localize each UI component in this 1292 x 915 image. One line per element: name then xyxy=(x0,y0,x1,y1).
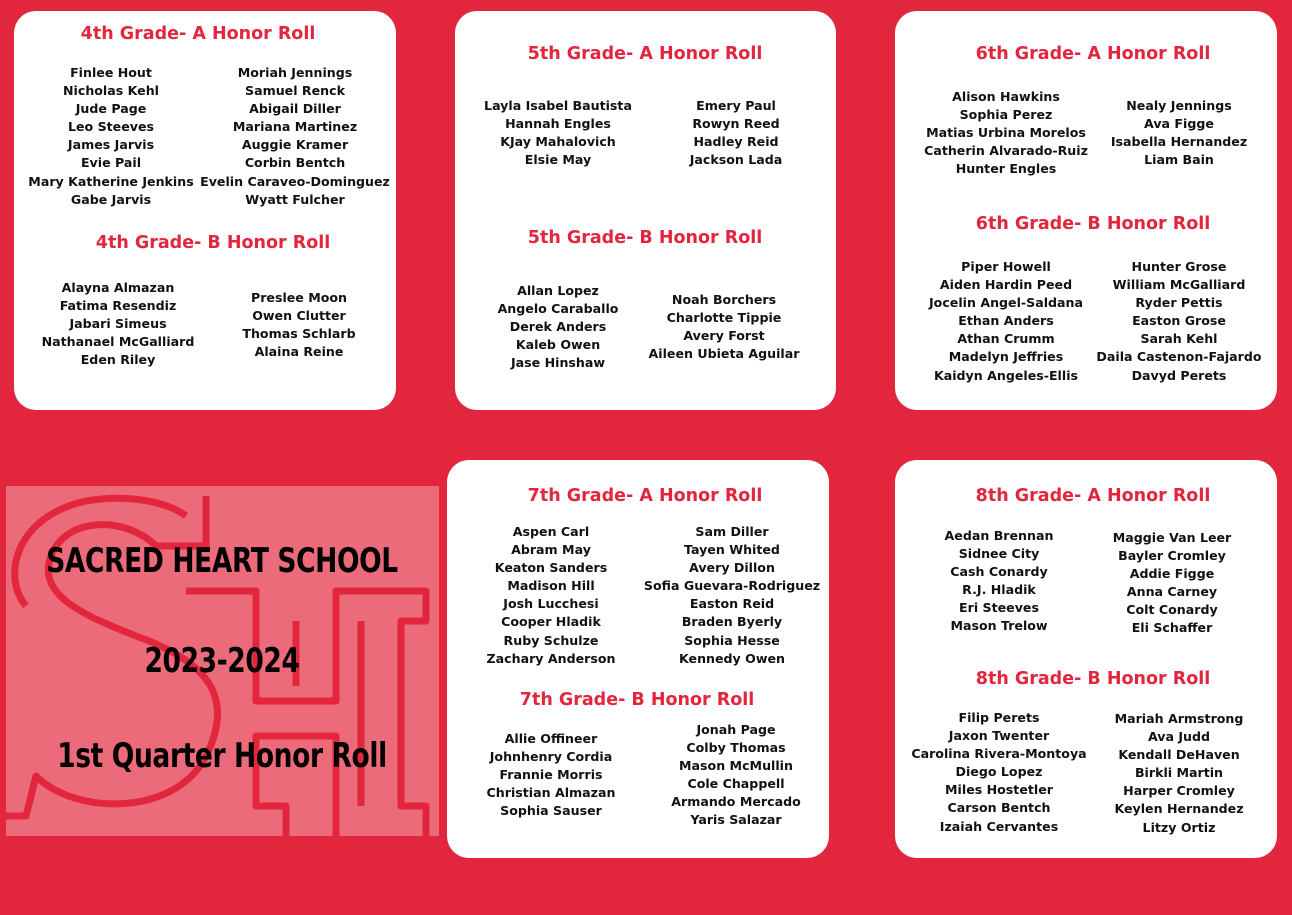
student-name: Hunter Engles xyxy=(955,161,1057,177)
student-name: Isabella Hernandez xyxy=(1110,134,1248,150)
grade6-b-right-list xyxy=(1096,258,1261,385)
student-name: Sophia Sauser xyxy=(500,803,602,819)
student-name: Carson Bentch xyxy=(947,800,1051,816)
grade5-b-left-list xyxy=(498,282,619,372)
student-name: Alison Hawkins xyxy=(952,89,1060,104)
student-name: Corbin Bentch xyxy=(244,155,346,171)
student-name: Armando Mercado xyxy=(671,794,801,810)
student-name: Evelin Caraveo-Dominguez xyxy=(200,173,390,189)
grade7-card xyxy=(447,460,829,858)
grade8-b-left-list xyxy=(911,709,1086,836)
student-name: Carolina Rivera-Montoya xyxy=(911,746,1087,762)
student-name: Eri Steeves xyxy=(959,600,1039,616)
student-name: Jocelin Angel-Saldana xyxy=(928,295,1084,311)
student-name: Matias Urbina Morelos xyxy=(926,125,1086,141)
grade5-b-right-list xyxy=(649,291,800,363)
student-name: Maggie Van Leer xyxy=(1112,530,1232,545)
student-name: Hadley Reid xyxy=(693,134,779,150)
student-name: KJay Mahalovich xyxy=(500,134,616,150)
grade8-b-right-list xyxy=(1114,710,1243,837)
student-name: Keylen Hernandez xyxy=(1114,801,1244,817)
student-name: Ruby Schulze xyxy=(503,632,599,648)
grade5-a-right-list xyxy=(690,97,783,169)
student-name: Nicholas Kehl xyxy=(62,83,159,99)
student-name: Thomas Schlarb xyxy=(242,326,356,342)
grade5-a-heading: 5th Grade- A Honor Roll xyxy=(527,44,763,64)
student-name: Mason Trelow xyxy=(950,618,1048,634)
student-name: Ryder Pettis xyxy=(1135,295,1223,311)
student-name: Evie Pail xyxy=(80,155,142,171)
grade4-card xyxy=(14,11,396,410)
student-name: Anna Carney xyxy=(1126,584,1218,600)
student-name: Abigail Diller xyxy=(249,101,341,117)
student-name: Cooper Hladik xyxy=(501,614,601,630)
student-name: Moriah Jennings xyxy=(237,65,353,80)
student-name: Sophia Perez xyxy=(959,107,1053,123)
student-name: Kaleb Owen xyxy=(515,337,601,353)
student-name: Angelo Caraballo xyxy=(497,301,619,317)
grade6-a-heading: 6th Grade- A Honor Roll xyxy=(975,44,1211,64)
student-name: Mariana Martinez xyxy=(232,119,358,135)
student-name: Layla Isabel Bautista xyxy=(484,98,632,113)
student-name: Filip Perets xyxy=(958,710,1040,725)
student-name: Leo Steeves xyxy=(67,119,155,135)
grade7-b-heading: 7th Grade- B Honor Roll xyxy=(519,690,755,710)
student-name: Bayler Cromley xyxy=(1118,548,1226,564)
grade7-b-left-list xyxy=(487,730,616,820)
student-name: Jaxon Twenter xyxy=(948,728,1050,744)
student-name: Derek Anders xyxy=(509,319,607,335)
student-name: Ava Judd xyxy=(1147,729,1211,745)
student-name: Litzy Ortiz xyxy=(1142,819,1216,835)
student-name: Emery Paul xyxy=(696,98,776,113)
student-name: Tayen Whited xyxy=(684,542,780,558)
grade6-card xyxy=(895,11,1277,410)
student-name: Samuel Renck xyxy=(245,83,345,99)
grade4-a-left-list xyxy=(28,64,193,209)
student-name: Mason McMullin xyxy=(679,758,793,774)
student-name: Braden Byerly xyxy=(681,614,783,630)
h-letter-outline xyxy=(186,591,426,836)
student-name: Aspen Carl xyxy=(512,524,590,539)
student-name: Zachary Anderson xyxy=(486,650,616,666)
student-name: Birkli Martin xyxy=(1134,765,1224,781)
grade8-a-heading: 8th Grade- A Honor Roll xyxy=(975,486,1211,506)
student-name: Finlee Hout xyxy=(70,65,152,80)
student-name: Catherin Alvarado-Ruiz xyxy=(924,143,1088,159)
student-name: Abram May xyxy=(511,542,591,558)
student-name: Mariah Armstrong xyxy=(1114,711,1244,726)
student-name: Sarah Kehl xyxy=(1140,331,1218,347)
student-name: Ethan Anders xyxy=(958,313,1054,329)
student-name: Sofia Guevara-Rodriguez xyxy=(643,578,821,594)
student-name: James Jarvis xyxy=(67,137,155,153)
student-name: Jonah Page xyxy=(696,722,776,737)
student-name: Diego Lopez xyxy=(955,764,1043,780)
student-name: Jude Page xyxy=(75,101,147,117)
student-name: Aiden Hardin Peed xyxy=(939,277,1073,293)
student-name: Nealy Jennings xyxy=(1126,98,1232,113)
student-name: Hunter Grose xyxy=(1131,259,1227,274)
student-name: Alayna Almazan xyxy=(61,280,175,295)
student-name: Sophia Hesse xyxy=(684,632,780,648)
student-name: Cash Conardy xyxy=(950,564,1048,580)
student-name: Jabari Simeus xyxy=(69,316,167,332)
student-name: Piper Howell xyxy=(961,259,1051,274)
grade7-a-left-list xyxy=(487,523,616,668)
grade8-card xyxy=(895,460,1277,858)
student-name: Ava Figge xyxy=(1144,116,1214,132)
grade6-b-heading: 6th Grade- B Honor Roll xyxy=(975,214,1211,234)
student-name: Nathanael McGalliard xyxy=(41,334,195,350)
student-name: Addie Figge xyxy=(1129,566,1215,582)
grade8-a-left-list xyxy=(945,527,1054,636)
student-name: Kaidyn Angeles-Ellis xyxy=(933,367,1079,383)
grade6-b-left-list xyxy=(929,258,1083,385)
grade7-a-heading: 7th Grade- A Honor Roll xyxy=(527,486,763,506)
grade5-card xyxy=(455,11,836,410)
student-name: Wyatt Fulcher xyxy=(245,191,345,207)
student-name: Eli Schaffer xyxy=(1131,620,1213,636)
school-logo-panel xyxy=(6,486,439,836)
school-year: 2023-2024 xyxy=(144,641,300,681)
student-name: R.J. Hladik xyxy=(962,582,1036,598)
student-name: Eden Riley xyxy=(80,352,156,368)
student-name: Harper Cromley xyxy=(1123,783,1235,799)
h-letter-inner xyxy=(296,621,361,806)
student-name: Jackson Lada xyxy=(689,152,783,168)
grade8-a-right-list xyxy=(1113,529,1232,638)
grade4-a-heading: 4th Grade- A Honor Roll xyxy=(80,24,316,44)
student-name: William McGalliard xyxy=(1112,277,1246,293)
student-name: Aileen Ubieta Aguilar xyxy=(648,346,800,362)
student-name: Keaton Sanders xyxy=(494,560,608,576)
student-name: Sidnee City xyxy=(958,546,1040,562)
student-name: Colt Conardy xyxy=(1126,602,1218,618)
grade5-b-heading: 5th Grade- B Honor Roll xyxy=(527,228,763,248)
grade7-b-right-list xyxy=(671,721,801,830)
grade8-b-heading: 8th Grade- B Honor Roll xyxy=(975,669,1211,689)
student-name: Josh Lucchesi xyxy=(503,596,599,612)
grade4-b-heading: 4th Grade- B Honor Roll xyxy=(95,233,331,253)
student-name: Allan Lopez xyxy=(517,283,599,298)
student-name: Preslee Moon xyxy=(250,290,348,305)
student-name: Colby Thomas xyxy=(686,740,786,756)
student-name: Elsie May xyxy=(524,152,592,168)
student-name: Sam Diller xyxy=(695,524,769,539)
student-name: Hannah Engles xyxy=(505,116,611,132)
grade4-b-left-list xyxy=(42,279,195,369)
school-name: SACRED HEART SCHOOL xyxy=(46,541,398,581)
student-name: Charlotte Tippie xyxy=(666,310,782,326)
student-name: Kennedy Owen xyxy=(678,650,786,666)
student-name: Easton Reid xyxy=(689,596,775,612)
grade4-b-right-list xyxy=(242,289,355,361)
student-name: Jase Hinshaw xyxy=(510,355,606,371)
grade6-a-right-list xyxy=(1111,97,1247,169)
student-name: Yaris Salazar xyxy=(690,812,782,828)
student-name: Kendall DeHaven xyxy=(1118,747,1240,763)
student-name: Easton Grose xyxy=(1132,313,1226,329)
student-name: Rowyn Reed xyxy=(692,116,780,132)
student-name: Liam Bain xyxy=(1144,152,1214,168)
student-name: Fatima Resendiz xyxy=(59,298,177,314)
grade6-a-left-list xyxy=(924,88,1088,178)
student-name: Aedan Brennan xyxy=(944,528,1054,543)
honor-roll-subtitle: 1st Quarter Honor Roll xyxy=(57,736,387,776)
student-name: Alaina Reine xyxy=(254,344,344,360)
grade7-a-right-list xyxy=(644,523,820,668)
student-name: Owen Clutter xyxy=(252,308,346,324)
student-name: Gabe Jarvis xyxy=(70,191,152,207)
student-name: Allie Offineer xyxy=(504,731,598,746)
student-name: Athan Crumm xyxy=(957,331,1055,347)
student-name: Mary Katherine Jenkins xyxy=(28,173,194,189)
student-name: Noah Borchers xyxy=(671,292,777,307)
student-name: Izaiah Cervantes xyxy=(939,818,1059,834)
student-name: Avery Dillon xyxy=(689,560,775,576)
student-name: Davyd Perets xyxy=(1131,367,1227,383)
student-name: Cole Chappell xyxy=(687,776,785,792)
student-name: Christian Almazan xyxy=(486,785,616,801)
student-name: Madelyn Jeffries xyxy=(948,349,1064,365)
student-name: Miles Hostetler xyxy=(945,782,1053,798)
grade5-a-left-list xyxy=(484,97,632,169)
grade4-a-right-list xyxy=(200,64,390,209)
student-name: Auggie Kramer xyxy=(241,137,349,153)
student-name: Daila Castenon-Fajardo xyxy=(1096,349,1262,365)
student-name: Madison Hill xyxy=(507,578,595,594)
student-name: Frannie Morris xyxy=(499,767,603,783)
student-name: Avery Forst xyxy=(683,328,765,344)
student-name: Johnhenry Cordia xyxy=(489,749,613,765)
